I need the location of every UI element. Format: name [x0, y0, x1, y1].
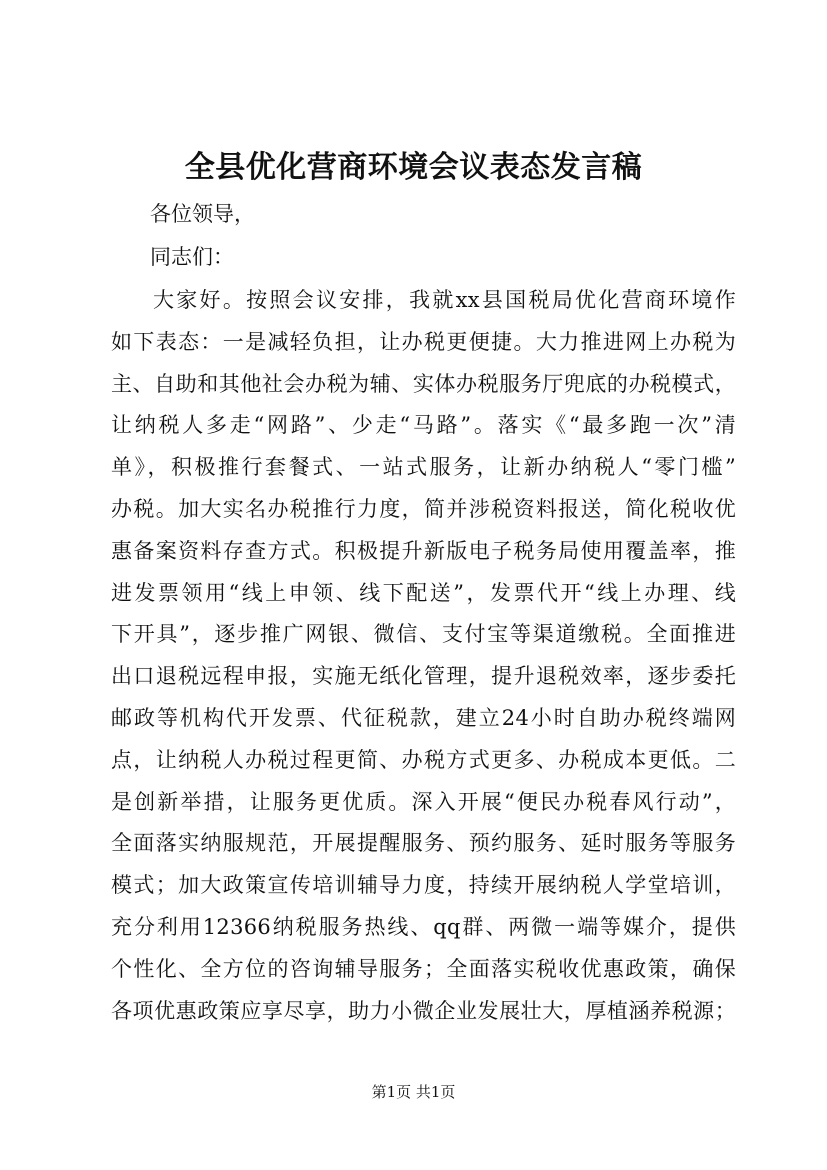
salutation-comrades: 同志们：: [150, 245, 234, 269]
page-footer: 第1页 共1页: [371, 1083, 456, 1101]
body-line: 各项优惠政策应享尽享，助力小微企业发展壮大，厚植涵养税源；: [111, 998, 736, 1023]
body-line: 是创新举措，让服务更优质。深入开展“便民办税春风行动”，: [111, 789, 736, 814]
body-line: 充分利用12366纳税服务热线、qq群、两微一端等媒介，提供: [111, 914, 736, 939]
document-title: 全县优化营商环境会议表态发言稿: [184, 150, 643, 185]
body-line: 个性化、全方位的咨询辅导服务；全面落实税收优惠政策，确保: [111, 956, 736, 981]
body-paragraph: [111, 280, 736, 1032]
body-line: 单》，积极推行套餐式、一站式服务，让新办纳税人“零门槛”: [111, 455, 736, 480]
body-line: 大家好。按照会议安排，我就xx县国税局优化营商环境作: [153, 288, 736, 312]
body-line: 如下表态：一是减轻负担，让办税更便捷。大力推进网上办税为: [111, 329, 736, 354]
body-line: 让纳税人多走“网路”、少走“马路”。落实《“最多跑一次”清: [111, 413, 736, 438]
body-line: 邮政等机构代开发票、代征税款，建立24小时自助办税终端网: [111, 705, 736, 730]
body-line: 下开具”，逐步推广网银、微信、支付宝等渠道缴税。全面推进: [111, 622, 736, 647]
body-line: 模式；加大政策宣传培训辅导力度，持续开展纳税人学堂培训，: [111, 873, 736, 898]
body-line: 进发票领用“线上申领、线下配送”，发票代开“线上办理、线: [111, 580, 736, 605]
body-line: 办税。加大实名办税推行力度，简并涉税资料报送，简化税收优: [111, 496, 736, 521]
body-line: 点，让纳税人办税过程更简、办税方式更多、办税成本更低。二: [111, 747, 736, 772]
body-line: 主、自助和其他社会办税为辅、实体办税服务厅兜底的办税模式，: [111, 371, 736, 396]
body-line: 惠备案资料存查方式。积极提升新版电子税务局使用覆盖率，推: [111, 538, 736, 563]
body-line: 全面落实纳服规范，开展提醒服务、预约服务、延时服务等服务: [111, 831, 736, 856]
salutation-leaders: 各位领导，: [150, 202, 255, 226]
body-line: 出口退税远程申报，实施无纸化管理，提升退税效率，逐步委托: [111, 664, 736, 689]
